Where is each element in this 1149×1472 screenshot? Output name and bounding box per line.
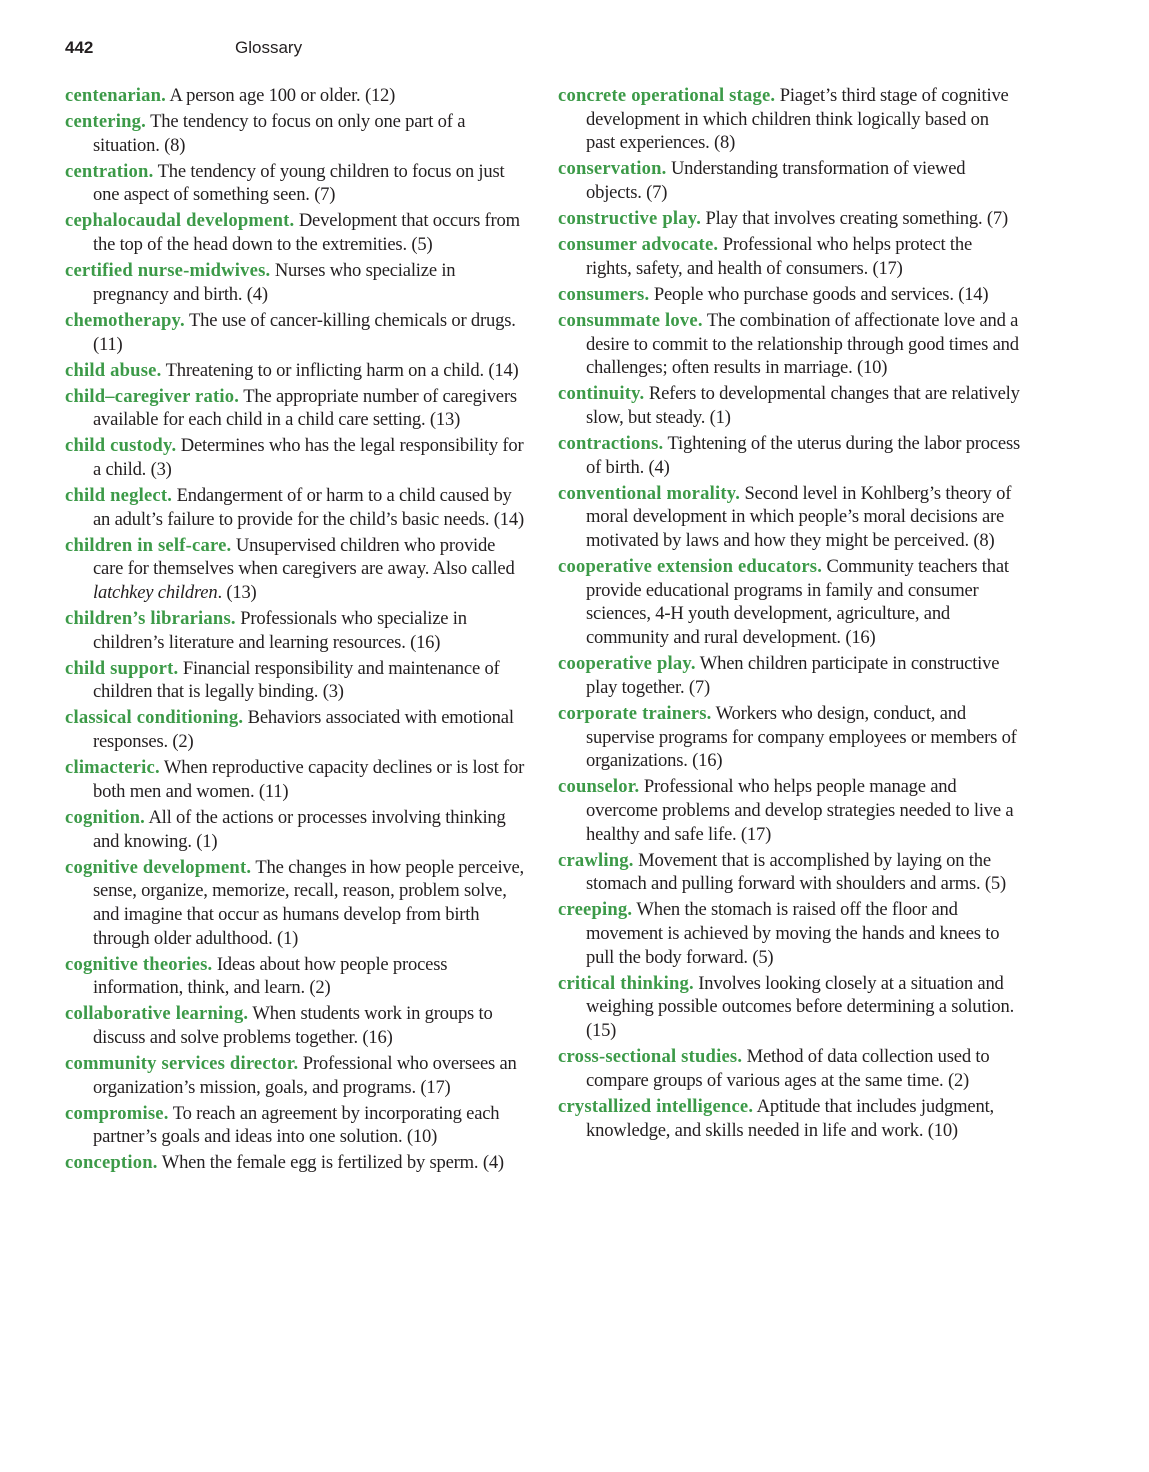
glossary-entry: [65, 259, 527, 306]
glossary-definition: The use of cancer-killing chemicals or drugs. (11): [93, 309, 516, 355]
glossary-entry: [65, 359, 527, 383]
glossary-term: continuity.: [558, 383, 645, 405]
glossary-term: centenarian.: [65, 85, 167, 106]
glossary-term: cephalocaudal development.: [65, 210, 295, 232]
glossary-term: compromise.: [65, 1102, 169, 1124]
glossary-entry: [65, 1102, 527, 1149]
glossary-term: child–caregiver ratio.: [65, 385, 240, 407]
glossary-term: centering.: [65, 111, 146, 132]
glossary-definition: A person age 100 or older. (12): [169, 85, 396, 106]
glossary-entry: [65, 484, 527, 531]
glossary-entry: [65, 434, 527, 481]
glossary-definition: Ideas about how people process information, think, and learn. (2): [93, 953, 448, 999]
glossary-definition: Determines who has the legal responsibility for a child. (3): [93, 435, 524, 480]
glossary-definition: Threatening to or inflicting harm on a child. (14): [165, 359, 519, 381]
page-number: 442: [65, 38, 94, 57]
glossary-definition: The appropriate number of caregivers available for each child in a child care setting. (13): [93, 385, 517, 431]
glossary-term: cooperative play.: [558, 653, 696, 675]
glossary-definition: Tightening of the uterus during the labor process of birth. (4): [586, 432, 1021, 478]
glossary-definition: Movement that is accomplished by laying on the stomach and pulling forward with shoulders and arms. (5): [586, 849, 1006, 895]
glossary-definition: Professional who helps protect the rights, safety, and health of consumers. (17): [586, 234, 973, 279]
glossary-term: cross-sectional studies.: [558, 1046, 743, 1068]
glossary-definition: The tendency of young children to focus on just one aspect of something seen. (7): [93, 160, 505, 206]
glossary-entry: [65, 856, 527, 951]
glossary-entry: [558, 972, 1022, 1043]
glossary-entry: [65, 1151, 527, 1175]
glossary-term: child abuse.: [65, 359, 162, 381]
glossary-definition: Community teachers that provide educational programs in family and consumer sciences, 4-H youth development, agriculture, and community and rural development. (16): [586, 556, 1009, 649]
glossary-definition: Understanding transformation of viewed objects. (7): [586, 158, 966, 204]
glossary-definition: Professional who helps people manage and overcome problems and develop strategies needed to live a healthy and safe life. (17): [586, 776, 1014, 845]
glossary-entry: [65, 209, 527, 256]
glossary-term: child neglect.: [65, 484, 173, 506]
glossary-entry: [65, 160, 527, 207]
glossary-definition: Involves looking closely at a situation and weighing possible outcomes before determining a solution. (15): [586, 972, 1015, 1042]
glossary-entry: [558, 898, 1022, 969]
glossary-definition: Professional who oversees an organization’s mission, goals, and programs. (17): [93, 1053, 517, 1098]
glossary-definition: Method of data collection used to compare groups of various ages at the same time. (2): [586, 1046, 990, 1091]
glossary-term: creeping.: [558, 899, 633, 921]
glossary-definition: Play that involves creating something. (7): [705, 208, 1008, 230]
glossary-entry: [558, 652, 1022, 699]
glossary-entry: [558, 309, 1022, 380]
glossary-entry: [65, 110, 527, 157]
glossary-entry: [65, 1002, 527, 1049]
glossary-definition: The changes in how people perceive, sense, organize, memorize, recall, reason, problem solve, and imagine that occur as humans develop from birth through older adulthood. (1): [93, 856, 525, 949]
glossary-entry: [558, 1095, 1022, 1142]
glossary-left-column: [65, 84, 527, 1177]
glossary-term: cognitive development.: [65, 856, 252, 878]
glossary-term: critical thinking.: [558, 972, 694, 994]
glossary-definition: Aptitude that includes judgment, knowledge, and skills needed in life and work. (10): [586, 1095, 994, 1141]
glossary-term: contractions.: [558, 432, 664, 454]
glossary-term: cognitive theories.: [65, 953, 213, 975]
glossary-definition: When the stomach is raised off the floor and movement is achieved by moving the hands and knees to pull the body forward. (5): [586, 899, 1000, 968]
glossary-definition: Second level in Kohlberg’s theory of moral development in which people’s moral decisions are motivated by laws and how they might be perceived. (8): [586, 482, 1012, 552]
glossary-term: consummate love.: [558, 309, 703, 331]
glossary-term: conservation.: [558, 158, 667, 180]
glossary-term: conception.: [65, 1152, 158, 1174]
glossary-definition: Professionals who specialize in children’s literature and learning resources. (16): [93, 608, 467, 653]
glossary-entry: [65, 756, 527, 803]
glossary-definition: When students work in groups to discuss and solve problems together. (16): [93, 1003, 493, 1049]
glossary-term: corporate trainers.: [558, 702, 712, 724]
glossary-term: collaborative learning.: [65, 1003, 249, 1025]
glossary-alt-term: latchkey children: [93, 582, 218, 604]
glossary-term: certified nurse-midwives.: [65, 260, 271, 282]
glossary-term: chemotherapy.: [65, 309, 185, 331]
glossary-term: children in self-care.: [65, 534, 232, 556]
glossary-definition: When reproductive capacity declines or is lost for both men and women. (11): [93, 757, 525, 802]
glossary-term: child custody.: [65, 435, 177, 457]
glossary-entry: [65, 953, 527, 1000]
glossary-term: crawling.: [558, 849, 634, 871]
glossary-definition: Endangerment of or harm to a child caused by an adult’s failure to provide for the child’s basic needs. (14): [93, 484, 524, 530]
glossary-entry: [558, 482, 1022, 553]
glossary-term: cooperative extension educators.: [558, 556, 823, 578]
glossary-definition: The combination of affectionate love and a desire to commit to the relationship through good times and challenges; often results in marriage. (10): [586, 309, 1019, 379]
glossary-entry: [65, 309, 527, 356]
glossary-entry: [558, 382, 1022, 429]
glossary-term: classical conditioning.: [65, 707, 244, 729]
glossary-entry: [558, 432, 1022, 479]
glossary-entry: [65, 706, 527, 753]
glossary-term: crystallized intelligence.: [558, 1095, 754, 1117]
glossary-entry: [558, 157, 1022, 204]
glossary-term: centration.: [65, 160, 154, 182]
glossary-term: climacteric.: [65, 757, 160, 779]
glossary-definition: Refers to developmental changes that are relatively slow, but steady. (1): [586, 383, 1020, 428]
glossary-entry: [65, 1052, 527, 1099]
glossary-definition: When children participate in constructive play together. (7): [586, 653, 1000, 698]
glossary-entry: [558, 283, 1022, 307]
section-title: Glossary: [235, 38, 303, 57]
glossary-term: concrete operational stage.: [558, 85, 776, 106]
glossary-definition: Financial responsibility and maintenance of children that is legally binding. (3): [93, 657, 500, 703]
page-header: [65, 38, 303, 58]
glossary-right-column: [558, 84, 1022, 1145]
glossary-entry: [558, 775, 1022, 846]
glossary-entry: [558, 207, 1022, 231]
glossary-entry: [558, 1045, 1022, 1092]
glossary-definition: To reach an agreement by incorporating each partner’s goals and ideas into one solution. (10): [93, 1102, 500, 1148]
glossary-definition: Nurses who specialize in pregnancy and birth. (4): [93, 260, 456, 305]
glossary-entry: [558, 555, 1022, 650]
glossary-term: children’s librarians.: [65, 608, 236, 630]
glossary-entry: [558, 84, 1022, 155]
glossary-definition: The tendency to focus on only one part of a situation. (8): [93, 111, 466, 156]
glossary-entry: [65, 657, 527, 704]
glossary-term: child support.: [65, 657, 179, 679]
glossary-entry: [65, 607, 527, 654]
glossary-definition: Workers who design, conduct, and supervise programs for company employees or members of organizations. (16): [586, 702, 1017, 772]
glossary-entry: [65, 84, 527, 108]
glossary-entry: [65, 534, 527, 605]
glossary-entry: [558, 233, 1022, 280]
glossary-term: community services director.: [65, 1053, 299, 1075]
glossary-term: conventional morality.: [558, 482, 741, 504]
glossary-definition: Behaviors associated with emotional responses. (2): [93, 707, 514, 753]
glossary-term: constructive play.: [558, 208, 702, 230]
glossary-definition: All of the actions or processes involving thinking and knowing. (1): [93, 806, 506, 852]
glossary-term: cognition.: [65, 806, 145, 828]
glossary-entry: [558, 702, 1022, 773]
glossary-entry: [558, 849, 1022, 896]
glossary-definition: Piaget’s third stage of cognitive development in which children think logically based on past experiences. (8): [586, 85, 1009, 154]
glossary-term: consumers.: [558, 283, 650, 305]
glossary-entry: [65, 385, 527, 432]
glossary-definition: People who purchase goods and services. (14): [653, 283, 989, 305]
glossary-definition-end: . (13): [217, 582, 257, 604]
glossary-definition: When the female egg is fertilized by sperm. (4): [161, 1152, 504, 1174]
glossary-term: counselor.: [558, 776, 640, 798]
glossary-term: consumer advocate.: [558, 234, 719, 256]
glossary-definition: Unsupervised children who provide care for themselves when caregivers are away. Also called: [93, 534, 515, 580]
glossary-entry: [65, 806, 527, 853]
glossary-definition: Development that occurs from the top of the head down to the extremities. (5): [93, 210, 520, 256]
